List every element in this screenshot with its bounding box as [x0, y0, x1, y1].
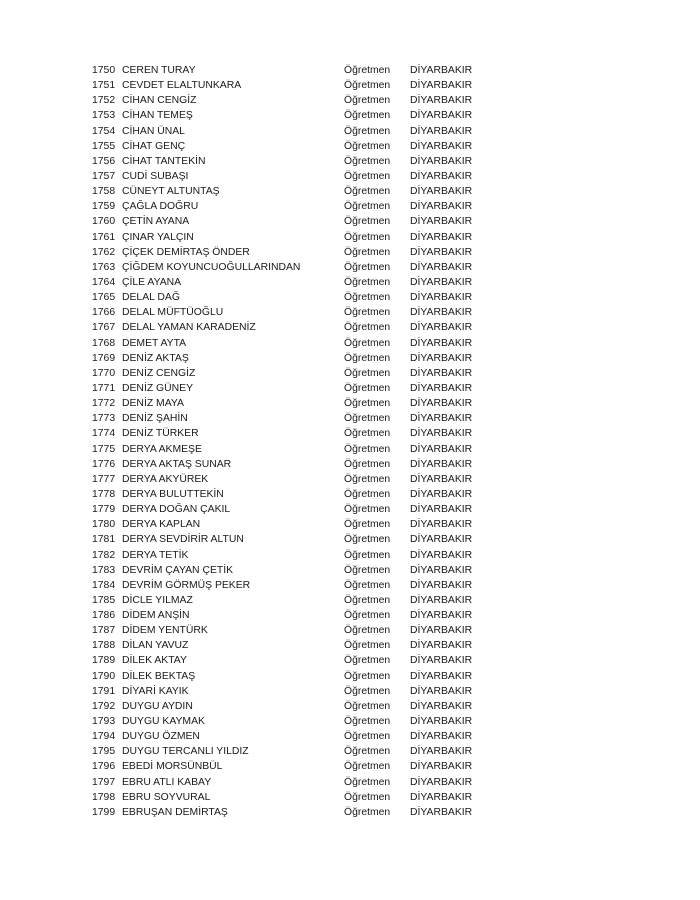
occupation: Öğretmen [344, 488, 391, 500]
list-row [92, 199, 512, 214]
row-number: 1755 [92, 140, 116, 152]
occupation: Öğretmen [344, 125, 391, 137]
row-number: 1774 [92, 428, 116, 440]
row-number: 1752 [92, 95, 116, 107]
person-name: DELAL MÜFTÜOĞLU [122, 307, 224, 319]
city: DİYARBAKIR [410, 806, 473, 818]
occupation: Öğretmen [344, 231, 391, 243]
row-number: 1795 [92, 746, 116, 758]
city: DİYARBAKIR [410, 473, 473, 485]
row-number: 1799 [92, 806, 116, 818]
city: DİYARBAKIR [410, 579, 473, 591]
list-row [92, 608, 512, 623]
row-number: 1768 [92, 337, 116, 349]
row-number: 1785 [92, 594, 116, 606]
occupation: Öğretmen [344, 670, 391, 682]
city: DİYARBAKIR [410, 746, 473, 758]
occupation: Öğretmen [344, 716, 391, 728]
city: DİYARBAKIR [410, 276, 473, 288]
list-row [92, 517, 512, 532]
list-row [92, 578, 512, 593]
person-name: DELAL DAĞ [122, 292, 180, 304]
occupation: Öğretmen [344, 413, 391, 425]
person-name: DEMET AYTA [122, 337, 187, 349]
city: DİYARBAKIR [410, 80, 473, 92]
list-row [92, 366, 512, 381]
person-name: CİHAN TEMEŞ [122, 110, 193, 122]
city: DİYARBAKIR [410, 625, 473, 637]
row-number: 1787 [92, 625, 116, 637]
list-row [92, 78, 512, 93]
occupation: Öğretmen [344, 610, 391, 622]
row-number: 1788 [92, 640, 116, 652]
city: DİYARBAKIR [410, 201, 473, 213]
row-number: 1757 [92, 170, 116, 182]
occupation: Öğretmen [344, 246, 391, 258]
person-name: ÇAĞLA DOĞRU [122, 201, 199, 213]
person-name: DİDEM YENTÜRK [122, 625, 208, 637]
row-number: 1784 [92, 579, 116, 591]
occupation: Öğretmen [344, 155, 391, 167]
row-number: 1751 [92, 80, 116, 92]
row-number: 1776 [92, 458, 116, 470]
city: DİYARBAKIR [410, 140, 473, 152]
list-row [92, 669, 512, 684]
list-row [92, 320, 512, 335]
row-number: 1771 [92, 382, 116, 394]
city: DİYARBAKIR [410, 700, 473, 712]
person-name: DİLEK AKTAY [122, 655, 187, 667]
person-name: CİHAN ÜNAL [122, 125, 185, 137]
occupation: Öğretmen [344, 65, 391, 76]
list-row [92, 214, 512, 229]
row-number: 1762 [92, 246, 116, 258]
list-row [92, 169, 512, 184]
city: DİYARBAKIR [410, 292, 473, 304]
city: DİYARBAKIR [410, 216, 473, 228]
row-number: 1777 [92, 473, 116, 485]
occupation: Öğretmen [344, 791, 391, 803]
occupation: Öğretmen [344, 746, 391, 758]
person-name: DERYA AKTAŞ SUNAR [122, 458, 232, 470]
list-row [92, 714, 512, 729]
list-row [92, 638, 512, 653]
person-name: DENİZ TÜRKER [122, 428, 199, 440]
city: DİYARBAKIR [410, 640, 473, 652]
occupation: Öğretmen [344, 534, 391, 546]
occupation: Öğretmen [344, 276, 391, 288]
person-name: ÇİLE AYANA [122, 276, 182, 288]
list-row [92, 336, 512, 351]
row-number: 1790 [92, 670, 116, 682]
occupation: Öğretmen [344, 776, 391, 788]
occupation: Öğretmen [344, 549, 391, 561]
row-number: 1769 [92, 352, 116, 364]
city: DİYARBAKIR [410, 564, 473, 576]
row-number: 1773 [92, 413, 116, 425]
city: DİYARBAKIR [410, 731, 473, 743]
occupation: Öğretmen [344, 806, 391, 818]
person-name: ÇİÇEK DEMİRTAŞ ÖNDER [122, 246, 250, 258]
city: DİYARBAKIR [410, 488, 473, 500]
list-row [92, 684, 512, 699]
list-row [92, 260, 512, 275]
list-row [92, 502, 512, 517]
list-row [92, 593, 512, 608]
city: DİYARBAKIR [410, 261, 473, 273]
person-name: DİYARİ KAYIK [122, 685, 189, 697]
occupation: Öğretmen [344, 473, 391, 485]
row-number: 1765 [92, 292, 116, 304]
city: DİYARBAKIR [410, 367, 473, 379]
occupation: Öğretmen [344, 140, 391, 152]
person-name: DENİZ CENGİZ [122, 367, 196, 379]
list-row [92, 154, 512, 169]
occupation: Öğretmen [344, 655, 391, 667]
row-number: 1789 [92, 655, 116, 667]
person-name: ÇINAR YALÇIN [122, 231, 194, 243]
row-number: 1798 [92, 791, 116, 803]
occupation: Öğretmen [344, 95, 391, 107]
list-row [92, 548, 512, 563]
row-number: 1792 [92, 700, 116, 712]
person-name: DENİZ AKTAŞ [122, 352, 189, 364]
row-number: 1756 [92, 155, 116, 167]
occupation: Öğretmen [344, 731, 391, 743]
list-row [92, 305, 512, 320]
person-name: DERYA KAPLAN [122, 519, 201, 531]
city: DİYARBAKIR [410, 307, 473, 319]
person-name: DELAL YAMAN KARADENİZ [122, 322, 256, 334]
city: DİYARBAKIR [410, 685, 473, 697]
city: DİYARBAKIR [410, 504, 473, 516]
row-number: 1759 [92, 201, 116, 213]
occupation: Öğretmen [344, 640, 391, 652]
list-row [92, 759, 512, 774]
list-row [92, 744, 512, 759]
occupation: Öğretmen [344, 322, 391, 334]
occupation: Öğretmen [344, 398, 391, 410]
person-name: DERYA AKMEŞE [122, 443, 202, 455]
person-name: ÇETİN AYANA [122, 216, 190, 228]
row-number: 1766 [92, 307, 116, 319]
city: DİYARBAKIR [410, 443, 473, 455]
list-row [92, 775, 512, 790]
occupation: Öğretmen [344, 80, 391, 92]
city: DİYARBAKIR [410, 791, 473, 803]
list-row [92, 245, 512, 260]
list-row [92, 108, 512, 123]
person-name: CUDİ SUBAŞI [122, 170, 189, 182]
occupation: Öğretmen [344, 761, 391, 773]
occupation: Öğretmen [344, 625, 391, 637]
row-number: 1772 [92, 398, 116, 410]
row-number: 1764 [92, 276, 116, 288]
list-row [92, 411, 512, 426]
city: DİYARBAKIR [410, 413, 473, 425]
row-number: 1794 [92, 731, 116, 743]
row-number: 1781 [92, 534, 116, 546]
person-name: DERYA BULUTTEKİN [122, 488, 224, 500]
city: DİYARBAKIR [410, 231, 473, 243]
row-number: 1791 [92, 685, 116, 697]
list-row [92, 184, 512, 199]
person-name: DİLAN YAVUZ [122, 640, 189, 652]
row-number: 1758 [92, 186, 116, 198]
occupation: Öğretmen [344, 337, 391, 349]
person-name: CİHAT GENÇ [122, 140, 186, 152]
occupation: Öğretmen [344, 504, 391, 516]
list-row [92, 275, 512, 290]
city: DİYARBAKIR [410, 655, 473, 667]
occupation: Öğretmen [344, 579, 391, 591]
occupation: Öğretmen [344, 458, 391, 470]
city: DİYARBAKIR [410, 125, 473, 137]
list-row [92, 426, 512, 441]
person-name: DİDEM ANŞİN [122, 610, 190, 622]
occupation: Öğretmen [344, 428, 391, 440]
person-name: DUYGU TERCANLI YILDIZ [122, 746, 249, 758]
person-name: CÜNEYT ALTUNTAŞ [122, 186, 220, 198]
city: DİYARBAKIR [410, 155, 473, 167]
row-number: 1761 [92, 231, 116, 243]
person-name: CEVDET ELALTUNKARA [122, 80, 242, 92]
city: DİYARBAKIR [410, 670, 473, 682]
city: DİYARBAKIR [410, 716, 473, 728]
row-number: 1750 [92, 65, 116, 76]
row-number: 1797 [92, 776, 116, 788]
person-name: DERYA SEVDİRİR ALTUN [122, 534, 244, 546]
occupation: Öğretmen [344, 186, 391, 198]
person-name: EBEDİ MORSÜNBÜL [122, 761, 223, 773]
occupation: Öğretmen [344, 110, 391, 122]
person-name: DENİZ GÜNEY [122, 382, 194, 394]
row-number: 1786 [92, 610, 116, 622]
row-number: 1793 [92, 716, 116, 728]
occupation: Öğretmen [344, 443, 391, 455]
row-number: 1754 [92, 125, 116, 137]
city: DİYARBAKIR [410, 95, 473, 107]
list-row [92, 457, 512, 472]
list-row [92, 699, 512, 714]
city: DİYARBAKIR [410, 352, 473, 364]
list-row [92, 351, 512, 366]
row-number: 1767 [92, 322, 116, 334]
list-row [92, 653, 512, 668]
person-name: CİHAN CENGİZ [122, 95, 197, 107]
person-name: DENİZ ŞAHİN [122, 413, 188, 425]
list-row [92, 805, 512, 820]
city: DİYARBAKIR [410, 246, 473, 258]
occupation: Öğretmen [344, 564, 391, 576]
list-row [92, 93, 512, 108]
person-name: CEREN TURAY [122, 65, 196, 76]
person-name: EBRU ATLI KABAY [122, 776, 212, 788]
row-number: 1760 [92, 216, 116, 228]
city: DİYARBAKIR [410, 322, 473, 334]
row-number: 1779 [92, 504, 116, 516]
signatory-list [92, 63, 512, 820]
city: DİYARBAKIR [410, 382, 473, 394]
person-name: DENİZ MAYA [122, 398, 184, 410]
person-name: CİHAT TANTEKİN [122, 155, 206, 167]
person-name: DUYGU KAYMAK [122, 716, 205, 728]
occupation: Öğretmen [344, 170, 391, 182]
list-row [92, 381, 512, 396]
occupation: Öğretmen [344, 519, 391, 531]
list-row [92, 442, 512, 457]
list-row [92, 729, 512, 744]
city: DİYARBAKIR [410, 761, 473, 773]
occupation: Öğretmen [344, 382, 391, 394]
row-number: 1753 [92, 110, 116, 122]
city: DİYARBAKIR [410, 549, 473, 561]
row-number: 1775 [92, 443, 116, 455]
list-row [92, 623, 512, 638]
list-row [92, 230, 512, 245]
person-name: DİLEK BEKTAŞ [122, 670, 196, 682]
person-name: DERYA DOĞAN ÇAKIL [122, 504, 231, 516]
city: DİYARBAKIR [410, 65, 473, 76]
city: DİYARBAKIR [410, 776, 473, 788]
person-name: DERYA AKYÜREK [122, 473, 209, 485]
row-number: 1796 [92, 761, 116, 773]
list-row [92, 396, 512, 411]
list-row [92, 472, 512, 487]
occupation: Öğretmen [344, 367, 391, 379]
row-number: 1783 [92, 564, 116, 576]
city: DİYARBAKIR [410, 458, 473, 470]
row-number: 1780 [92, 519, 116, 531]
list-row [92, 290, 512, 305]
city: DİYARBAKIR [410, 428, 473, 440]
person-name: EBRUŞAN DEMİRTAŞ [122, 806, 228, 818]
row-number: 1782 [92, 549, 116, 561]
city: DİYARBAKIR [410, 186, 473, 198]
occupation: Öğretmen [344, 201, 391, 213]
person-name: ÇİĞDEM KOYUNCUOĞULLARINDAN [122, 261, 301, 273]
occupation: Öğretmen [344, 216, 391, 228]
list-row [92, 124, 512, 139]
occupation: Öğretmen [344, 292, 391, 304]
list-row [92, 532, 512, 547]
person-name: DERYA TETİK [122, 549, 189, 561]
occupation: Öğretmen [344, 352, 391, 364]
city: DİYARBAKIR [410, 337, 473, 349]
person-name: DUYGU AYDIN [122, 700, 193, 712]
city: DİYARBAKIR [410, 594, 473, 606]
city: DİYARBAKIR [410, 398, 473, 410]
occupation: Öğretmen [344, 594, 391, 606]
occupation: Öğretmen [344, 700, 391, 712]
list-row [92, 487, 512, 502]
occupation: Öğretmen [344, 261, 391, 273]
row-number: 1763 [92, 261, 116, 273]
list-row [92, 563, 512, 578]
list-row [92, 63, 512, 78]
person-name: DUYGU ÖZMEN [122, 731, 200, 743]
list-row [92, 790, 512, 805]
city: DİYARBAKIR [410, 519, 473, 531]
occupation: Öğretmen [344, 685, 391, 697]
person-name: DİCLE YILMAZ [122, 594, 193, 606]
city: DİYARBAKIR [410, 110, 473, 122]
row-number: 1778 [92, 488, 116, 500]
person-name: DEVRİM ÇAYAN ÇETİK [122, 564, 234, 576]
occupation: Öğretmen [344, 307, 391, 319]
city: DİYARBAKIR [410, 170, 473, 182]
row-number: 1770 [92, 367, 116, 379]
person-name: EBRU SOYVURAL [122, 791, 211, 803]
list-row [92, 139, 512, 154]
person-name: DEVRİM GÖRMÜŞ PEKER [122, 579, 251, 591]
city: DİYARBAKIR [410, 610, 473, 622]
city: DİYARBAKIR [410, 534, 473, 546]
